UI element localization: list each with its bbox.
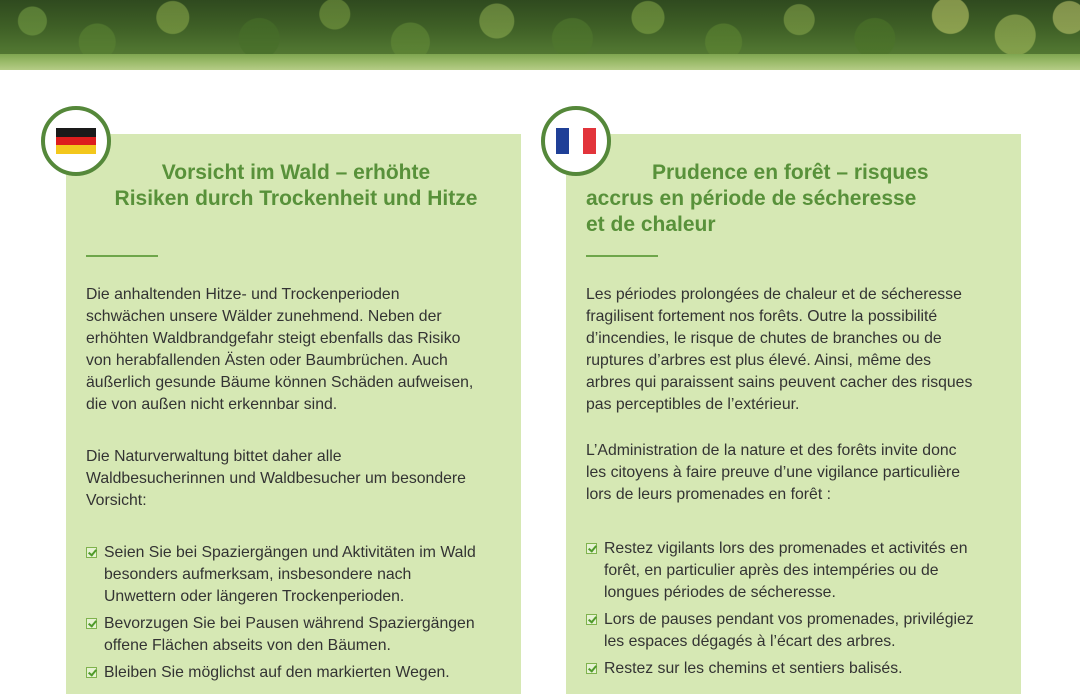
text-line: L’Administration de la nature et des forêts invite donc — [586, 442, 957, 459]
checkbox-checked-icon — [586, 614, 597, 625]
france-flag-badge — [541, 106, 611, 176]
french-paragraph-1 — [586, 284, 1006, 416]
text-line: die von außen nicht erkennbar sind. — [86, 396, 338, 413]
grass-strip — [0, 54, 1080, 70]
list-item — [586, 538, 1006, 604]
german-advice-list — [86, 542, 506, 689]
text-line: forêt, en particulier après des intempéries ou de — [604, 562, 939, 579]
german-title-line: Risiken durch Trockenheit und Hitze — [114, 187, 478, 210]
checkbox-checked-icon — [86, 547, 97, 558]
german-title-line: Vorsicht im Wald – erhöhte — [161, 161, 431, 184]
text-line: äußerlich gesunde Bäume können Schäden aufweisen, — [86, 374, 474, 391]
text-line: les citoyens à faire preuve d’une vigilance particulière — [586, 464, 961, 481]
text-line: Die anhaltenden Hitze- und Trockenperioden — [86, 286, 400, 303]
checkbox-checked-icon — [86, 618, 97, 629]
germany-flag-icon — [56, 128, 96, 154]
french-title-line: Prudence en forêt – risques — [652, 161, 929, 184]
text-line: offene Flächen abseits von den Bäumen. — [104, 637, 391, 654]
list-item — [586, 658, 1006, 680]
list-item — [586, 609, 1006, 653]
text-line: les espaces dégagés à l’écart des arbres. — [604, 633, 896, 650]
french-advice-list — [586, 538, 1006, 685]
title-divider — [86, 255, 158, 257]
text-line: Unwettern oder längeren Trockenperioden. — [104, 588, 405, 605]
text-line: erhöhten Waldbrandgefahr steigt ebenfalls das Risiko — [86, 330, 461, 347]
text-line: ruptures d’arbres est plus élevé. Ainsi, même des — [586, 352, 932, 369]
text-line: besonders aufmerksam, insbesondere nach — [104, 566, 412, 583]
french-title-line: et de chaleur — [586, 213, 716, 236]
title-divider — [586, 255, 658, 257]
forest-hedge-banner-image — [0, 0, 1080, 70]
text-line: schwächen unsere Wälder zunehmend. Neben der — [86, 308, 442, 325]
text-line: fragilisent fortement nos forêts. Outre la possibilité — [586, 308, 938, 325]
text-line: Bevorzugen Sie bei Pausen während Spaziergängen — [104, 615, 475, 632]
text-line: arbres qui paraissent sains peuvent cacher des risques — [586, 374, 973, 391]
text-line: Vorsicht: — [86, 492, 147, 509]
french-title-line: accrus en période de sécheresse — [586, 187, 917, 210]
text-line: Waldbesucherinnen und Waldbesucher um besondere — [86, 470, 466, 487]
text-line: Les périodes prolongées de chaleur et de sécheresse — [586, 286, 962, 303]
checkbox-checked-icon — [86, 667, 97, 678]
french-notice-card — [566, 134, 1021, 694]
germany-flag-badge — [41, 106, 111, 176]
german-title — [86, 160, 506, 212]
french-title — [586, 160, 1006, 238]
french-paragraph-2 — [586, 440, 1006, 506]
german-paragraph-2 — [86, 446, 506, 512]
german-notice-card — [66, 134, 521, 694]
text-line: Restez sur les chemins et sentiers balisés. — [604, 660, 903, 677]
checkbox-checked-icon — [586, 663, 597, 674]
list-item — [86, 662, 506, 684]
text-line: Die Naturverwaltung bittet daher alle — [86, 448, 342, 465]
france-flag-icon — [556, 128, 596, 154]
text-line: Bleiben Sie möglichst auf den markierten Wegen. — [104, 664, 450, 681]
text-line: Restez vigilants lors des promenades et activités en — [604, 540, 968, 557]
list-item — [86, 542, 506, 608]
text-line: d’incendies, le risque de chutes de branches ou de — [586, 330, 942, 347]
checkbox-checked-icon — [586, 543, 597, 554]
text-line: Lors de pauses pendant vos promenades, privilégiez — [604, 611, 974, 628]
german-paragraph-1 — [86, 284, 506, 416]
list-item — [86, 613, 506, 657]
text-line: longues périodes de sécheresse. — [604, 584, 836, 601]
text-line: pas perceptibles de l’extérieur. — [586, 396, 800, 413]
text-line: lors de leurs promenades en forêt : — [586, 486, 831, 503]
text-line: von herabfallenden Ästen oder Baumbrüchen. Auch — [86, 352, 448, 369]
text-line: Seien Sie bei Spaziergängen und Aktivitäten im Wald — [104, 544, 476, 561]
